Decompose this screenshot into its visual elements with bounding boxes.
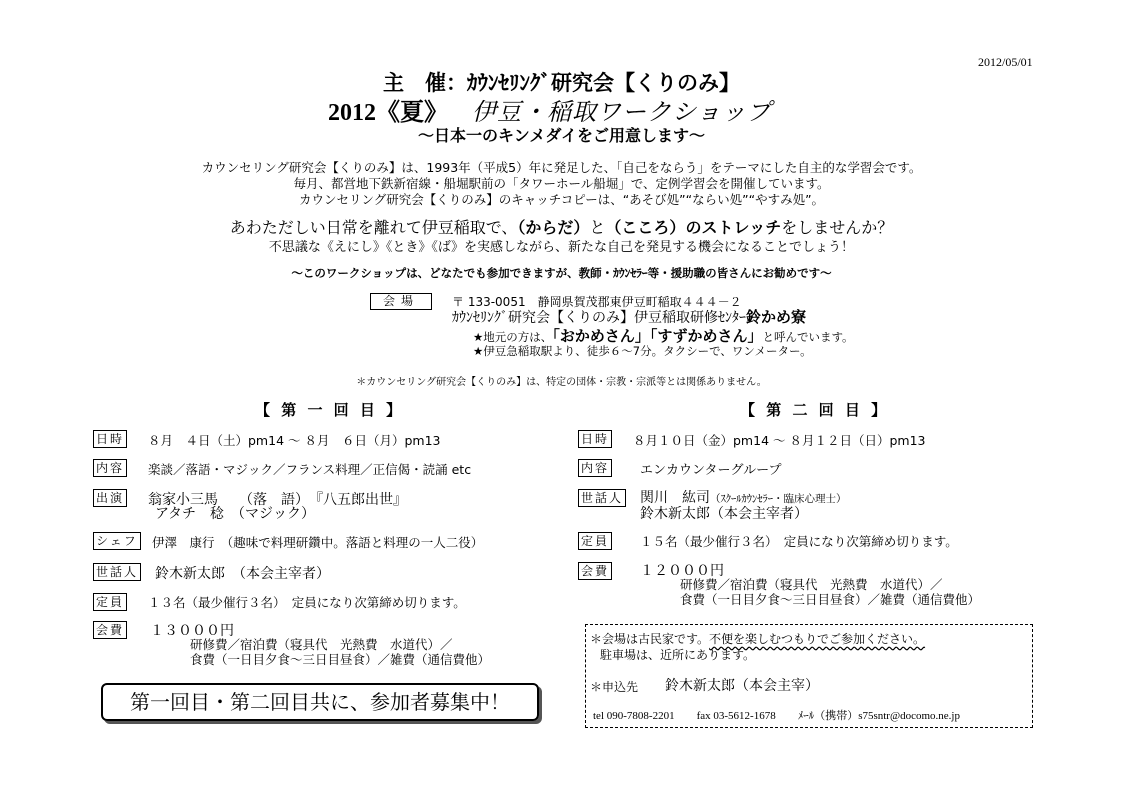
title-year: 2012《夏》 [328,100,448,126]
session1-chef: 伊澤 康行 （趣味で料理研鑽中。落語と料理の一人二役） [152,535,484,550]
organizer-line: 主 催：ｶｳﾝｾﾘﾝｸﾞ研究会【くりのみ】 [383,71,740,95]
session2-schedule-label: 日時 [578,430,612,448]
venue-note-1-a: ★地元の方は、 [473,330,553,344]
notes-venue: ＊会場は古民家です。 [590,632,710,646]
session2-host-2: 鈴木新太郎（本会主宰者） [640,506,808,522]
session1-fee-note-1: 研修費／宿泊費（寝具代 光熱費 水道代）／ [190,637,453,652]
session2-fee-note-2: 食費（一日目夕食～三日目昼食）／雑費（通信費他） [680,592,981,607]
lead-body: （からだ） [517,218,590,237]
session1-schedule-label: 日時 [93,430,127,448]
venue-center: ｶｳﾝｾﾘﾝｸﾞ研究会【くりのみ】伊豆稲取研修ｾﾝﾀｰ [452,310,746,326]
venue-dorm: 鈴かめ寮 [746,308,807,326]
title-name: 伊豆・稲取ワークショップ [472,98,772,126]
notes-apply-name: 鈴木新太郎（本会主宰） [665,678,819,694]
title-line [328,92,772,127]
intro-line-2: 毎月、都営地下鉄新宿線・船堀駅前の「タワーホール船堀」で、定例学習会を開催しています。 [293,176,830,191]
session1-heading: 【 第 一 回 目 】 [255,401,405,419]
welcome-line: ～このワークショップは、どなたでも参加できますが、教師・ｶｳﾝｾﾗｰ等・援助職の皆さんにお勧めです～ [291,266,832,280]
venue-note-2: ★伊豆急稲取駅より、徒歩６～7分。タクシーで、ワンメーター。 [473,344,812,358]
subtitle: ～日本一のキンメダイをご用意します～ [417,126,706,145]
session1-schedule: ８月 ４日（土）pm14 ～ ８月 ６日（月）pm13 [148,433,441,448]
lead-text-a: あわただしい日常を離れて伊豆稲取で、 [229,218,518,237]
session1-performer-1: 翁家小三馬 （落 語） 『八五郎出世』 [148,492,407,508]
venue-nicknames: 「おかめさん」「すずかめさん」 [552,327,763,345]
session1-fee-note-2: 食費（一日目夕食～三日目昼食）／雑費（通信費他） [190,652,491,667]
session2-fee-note-1: 研修費／宿泊費（寝具代 光熱費 水道代）／ [680,577,943,592]
venue-address: 〒 133-0051 静岡県賀茂郡東伊豆町稲取４４４－２ [452,295,742,309]
session2-host-1-name: 関川 紘司 [640,490,710,506]
document-date: 2012/05/01 [978,55,1033,69]
session1-capacity-label: 定員 [93,593,127,611]
session1-fee-label: 会費 [93,621,127,639]
session2-heading: 【 第 二 回 目 】 [740,401,890,419]
session2-host-label: 世話人 [578,489,626,507]
disclaimer: ＊カウンセリング研究会【くりのみ】は、特定の団体・宗教・宗派等とは関係ありません。 [356,377,767,388]
session1-content: 楽談／落語・マジック／フランス料理／正信偈・読誦 etc [148,462,472,477]
notes-line-1 [590,630,925,647]
lead-stretch: のストレッチ [685,218,782,237]
session2-capacity-label: 定員 [578,532,612,550]
session1-performer-2: アタチ 稔 （マジック） [155,506,316,522]
session2-capacity: １５名（最少催行３名） 定員になり次第締め切ります。 [640,534,958,549]
session2-content: エンカウンターグループ [640,463,782,478]
lead-line-2: 不思議な《えにし》《とき》《ば》を実感しながら、新たな自己を発見する機会になることでしょう！ [268,240,855,255]
notes-parking: 駐車場は、近所にあります。 [600,648,756,662]
session2-content-label: 内容 [578,459,612,477]
lead-and: と [589,218,606,237]
venue-label: 会場 [370,293,432,310]
intro-line-1: カウンセリング研究会【くりのみ】は、1993年（平成5）年に発足した、「自己をならう」をテーマにした自主的な学習会です。 [201,160,922,175]
session1-perform-label: 出演 [93,489,127,507]
session1-chef-label: シェフ [93,532,141,550]
session1-host: 鈴木新太郎 （本会主宰者） [155,566,330,582]
lead-line-1 [0,215,1123,238]
session1-host-label: 世話人 [93,563,141,581]
venue-note-1-c: と呼んでいます。 [762,330,854,344]
venue-name [452,306,806,327]
session1-content-label: 内容 [93,459,127,477]
lead-mind: （こころ） [605,218,686,237]
session1-fee: １３０００円 [150,623,234,639]
lead-text-end: をしませんか？ [781,218,894,237]
recruiting-callout: 第一回目・第二回目共に、参加者募集中！ [101,683,539,721]
notes-apply-label: ＊申込先 [590,680,639,694]
session2-fee-label: 会費 [578,562,612,580]
notes-enjoy: 不便を楽しむつもりでご参加ください。 [709,632,926,646]
session1-capacity: １３名（最少催行３名） 定員になり次第締め切ります。 [148,595,466,610]
intro-line-3: カウンセリング研究会【くりのみ】のキャッチコピーは、“あそび処”“ならい処”“やすみ処”。 [298,192,825,207]
session2-schedule: ８月１０日（金）pm14 ～ ８月１２日（日）pm13 [633,433,926,448]
session2-fee: １２０００円 [640,563,724,579]
session2-host-1-title: （ｽｸｰﾙｶｳﾝｾﾗｰ・臨床心理士） [710,493,847,505]
notes-contact: tel 090-7808-2201 fax 03-5612-1678 ﾒｰﾙ（携帯）s75sntr@docomo.ne.jp [593,710,960,722]
